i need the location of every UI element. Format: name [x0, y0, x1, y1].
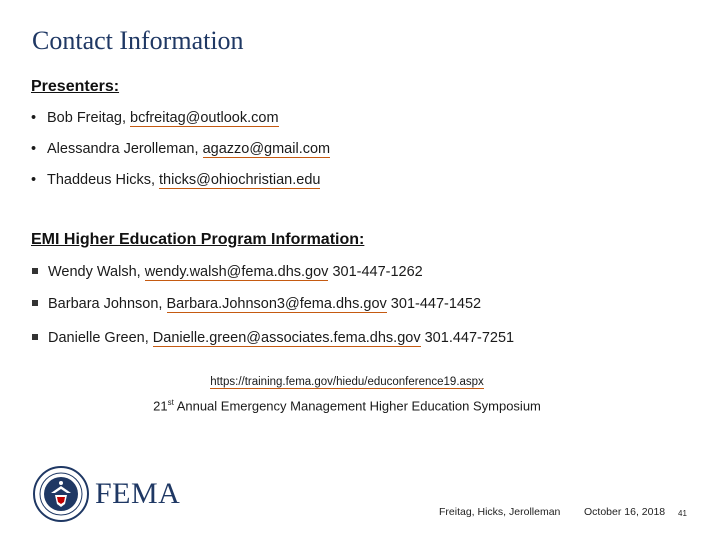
- fema-wordmark: FEMA: [95, 477, 181, 510]
- dhs-seal-icon: [33, 466, 89, 522]
- emi-heading: EMI Higher Education Program Information:: [31, 231, 365, 248]
- emi-contact-name: Danielle Green,: [48, 330, 153, 346]
- presenter-item: [31, 141, 330, 157]
- presenter-item: [31, 110, 279, 126]
- emi-contact-email-link[interactable]: Barbara.Johnson3@fema.dhs.gov: [166, 296, 387, 312]
- emi-contact-phone: 301-447-1262: [328, 264, 423, 280]
- presenter-email-link[interactable]: thicks@ohiochristian.edu: [159, 172, 321, 188]
- footer-authors: Freitag, Hicks, Jerolleman: [439, 506, 561, 518]
- emi-contact-name: Wendy Walsh,: [48, 264, 145, 280]
- emi-contact-item: [31, 330, 514, 346]
- presenter-email-link[interactable]: agazzo@gmail.com: [202, 141, 331, 157]
- presenter-name: Bob Freitag,: [47, 110, 131, 126]
- square-bullet-icon: [32, 334, 38, 340]
- symposium-text: [0, 398, 694, 413]
- page-title: Contact Information: [32, 26, 244, 55]
- page-number: 41: [678, 509, 687, 518]
- symposium-ordinal: 21: [153, 398, 168, 414]
- emi-contact-item: [31, 296, 481, 312]
- square-bullet-icon: [32, 268, 38, 274]
- presenter-name: Thaddeus Hicks,: [47, 172, 160, 188]
- conference-link[interactable]: https://training.fema.gov/hiedu/educonference19.aspx: [210, 376, 484, 388]
- emi-contact-phone: 301.447-7251: [420, 330, 515, 346]
- presenter-item: [31, 172, 320, 188]
- presenter-email-link[interactable]: bcfreitag@outlook.com: [130, 110, 279, 126]
- presenter-name: Alessandra Jerolleman,: [47, 141, 203, 157]
- emi-contact-phone: 301-447-1452: [386, 296, 482, 312]
- symposium-ordinal-suffix: st: [167, 398, 174, 407]
- emi-contact-email-link[interactable]: wendy.walsh@fema.dhs.gov: [144, 264, 329, 280]
- conference-link-row: [0, 376, 694, 388]
- bullet-icon: •: [31, 172, 37, 188]
- bullet-icon: •: [31, 141, 37, 157]
- emi-contact-email-link[interactable]: Danielle.green@associates.fema.dhs.gov: [152, 330, 421, 346]
- footer-date: October 16, 2018: [584, 506, 666, 518]
- presenters-heading: Presenters:: [31, 78, 120, 95]
- bullet-icon: •: [31, 110, 37, 126]
- emi-contact-name: Barbara Johnson,: [48, 296, 167, 312]
- emi-contact-item: [31, 264, 423, 280]
- fema-logo: [33, 466, 180, 522]
- square-bullet-icon: [32, 300, 38, 306]
- symposium-title: Annual Emergency Management Higher Education Symposium: [173, 398, 541, 414]
